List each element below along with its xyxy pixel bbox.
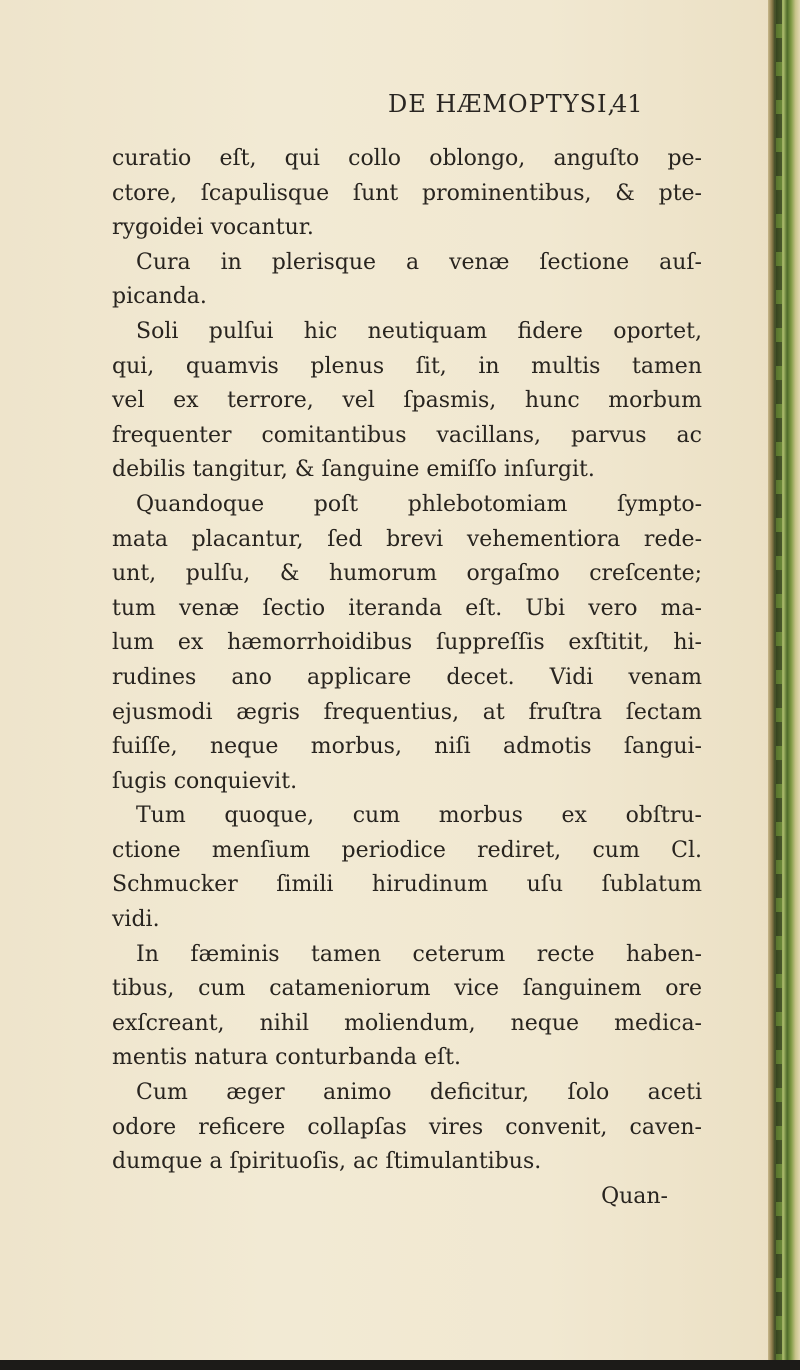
text-line: unt, pulſu, & humorum orgaſmo creſcente; bbox=[112, 561, 702, 587]
text-line: Cura in plerisque a venæ ſectione auſ- bbox=[136, 249, 702, 275]
text-line: qui, quamvis plenus ſit, in multis tamen bbox=[112, 353, 702, 379]
text-line: Soli pulſui hic neutiquam fidere oportet, bbox=[136, 318, 702, 344]
text-line: odore reficere collapſas vires convenit, caven- bbox=[112, 1114, 702, 1140]
binding-shadow bbox=[776, 0, 782, 1370]
text-line: debilis tangitur, & ſanguine emiſſo inſurgit. bbox=[112, 457, 595, 483]
text-line: ctione menſium periodice rediret, cum Cl. bbox=[112, 837, 702, 863]
text-line: rygoidei vocantur. bbox=[112, 215, 314, 241]
text-line: dumque a ſpirituoſis, ac ſtimulantibus. bbox=[112, 1149, 542, 1175]
text-line: Tum quoque, cum morbus ex obſtru- bbox=[136, 803, 702, 829]
text-line: ejusmodi ægris frequentius, at fruſtra ſectam bbox=[112, 699, 702, 725]
text-line: mata placantur, ſed brevi vehementiora rede- bbox=[112, 526, 702, 552]
text-line: tum venæ ſectio iteranda eſt. Ubi vero ma- bbox=[112, 595, 702, 621]
text-line: vel ex terrore, vel ſpasmis, hunc morbum bbox=[112, 388, 702, 414]
text-line: lum ex hæmorrhoidibus ſuppreſſis exſtitit, hi- bbox=[112, 630, 702, 656]
text-line: vidi. bbox=[112, 907, 160, 933]
text-line: Quandoque poſt phlebotomiam ſympto- bbox=[136, 491, 702, 517]
catchword: Quan- bbox=[601, 1183, 668, 1209]
text-line: curatio eſt, qui collo oblongo, anguſto pe- bbox=[112, 146, 702, 171]
body-text bbox=[112, 142, 702, 1214]
text-line: mentis natura conturbanda eſt. bbox=[112, 1045, 461, 1071]
text-line: In fæminis tamen ceterum recte haben- bbox=[136, 941, 702, 967]
text-line: tibus, cum catameniorum vice ſanguinem ore bbox=[112, 976, 702, 1002]
text-line: Schmucker ſimili hirudinum uſu ſublatum bbox=[112, 872, 702, 898]
text-line: fuiſſe, neque morbus, niſi admotis ſangui- bbox=[112, 734, 702, 760]
running-head: DE HÆMOPTYSI, bbox=[388, 90, 617, 118]
page-header bbox=[0, 90, 780, 124]
book-binding-edge bbox=[768, 0, 800, 1370]
text-line: exſcreant, nihil moliendum, neque medica- bbox=[112, 1010, 702, 1036]
bottom-edge bbox=[0, 1360, 800, 1370]
text-line: rudines ano applicare decet. Vidi venam bbox=[112, 664, 702, 690]
text-line: ſugis conquievit. bbox=[112, 768, 298, 794]
text-line: picanda. bbox=[112, 284, 207, 310]
text-line: frequenter comitantibus vacillans, parvus ac bbox=[112, 422, 702, 448]
text-line: Cum æger animo deficitur, ſolo aceti bbox=[136, 1080, 702, 1106]
page-number: 41 bbox=[612, 90, 643, 118]
text-line: ctore, ſcapulisque ſunt prominentibus, & pte- bbox=[112, 180, 702, 206]
